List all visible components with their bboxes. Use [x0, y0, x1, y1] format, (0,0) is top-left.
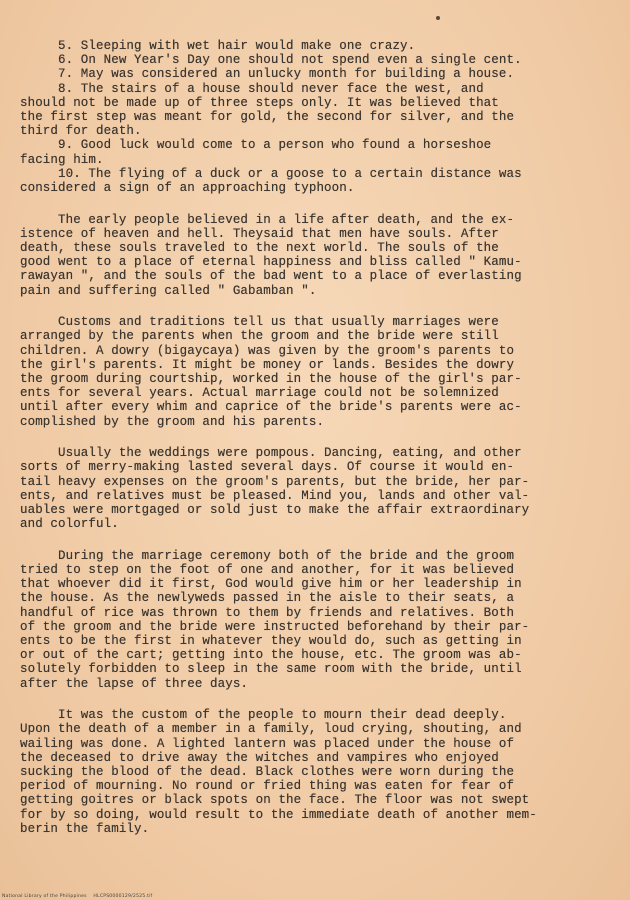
- text-line: pain and suffering called " Gabamban ".: [20, 283, 317, 298]
- text-line: children. A dowry (bigaycaya) was given by the groom's parents to: [20, 343, 515, 358]
- text-line: 10. The flying of a duck or a goose to a certain distance was: [20, 166, 522, 181]
- text-line: 6. On New Year's Day one should not spend even a single cent.: [20, 53, 522, 68]
- text-line: ents to be the first in whatever they would do, such as getting in: [20, 633, 522, 648]
- text-line: for by so doing, would result to the immediate death of another mem-: [20, 807, 537, 822]
- text-line: 5. Sleeping with wet hair would make one crazy.: [20, 39, 416, 53]
- text-line: of the groom and the bride were instructed beforehand by their par-: [20, 619, 530, 634]
- text-line: the deceased to drive away the witches and vampires who enjoyed: [20, 750, 499, 765]
- text-line: rawayan ", and the souls of the bad went to a place of everlasting: [20, 269, 522, 284]
- text-line: complished by the groom and his parents.: [20, 414, 325, 429]
- text-line: third for death.: [20, 124, 142, 139]
- scan-footer: National Library of the Philippines HLCPS0000129/2525.tif: [2, 894, 153, 899]
- text-line: 7. May was considered an unlucky month for building a house.: [20, 67, 515, 82]
- text-line: tail heavy expenses on the groom's parents, but the bride, her par-: [20, 474, 530, 489]
- text-line: good went to a place of eternal happiness and bliss called " Kamu-: [20, 255, 522, 270]
- text-line: berin the family.: [20, 821, 150, 836]
- text-line: the groom during courtship, worked in the house of the girl's par-: [20, 371, 522, 386]
- ink-dot: [436, 16, 440, 20]
- text-line: Upon the death of a member in a family, loud crying, shouting, and: [20, 722, 522, 737]
- text-line: 8. The stairs of a house should never face the west, and: [20, 81, 484, 96]
- text-line: During the marriage ceremony both of the bride and the groom: [20, 548, 515, 563]
- text-line: or out of the cart; getting into the house, etc. The groom was ab-: [20, 648, 522, 663]
- text-line: ents, and relatives must be pleased. Mind you, lands and other val-: [20, 488, 530, 503]
- text-line: the house. As the newlyweds passed in the aisle to their seats, a: [20, 591, 515, 606]
- text-line: sucking the blood of the dead. Black clothes were worn during the: [20, 764, 515, 779]
- paragraph-gap: [20, 531, 620, 549]
- text-line: Customs and traditions tell us that usually marriages were: [20, 315, 499, 330]
- text-line: should not be made up of three steps only. It was believed that: [20, 95, 499, 110]
- text-line: after the lapse of three days.: [20, 676, 249, 691]
- typed-document-page: [20, 39, 620, 836]
- text-line: until after every whim and caprice of the bride's parents were ac-: [20, 400, 522, 415]
- text-line: The early people believed in a life after death, and the ex-: [20, 212, 515, 227]
- text-line: the first step was meant for gold, the second for silver, and the: [20, 109, 515, 124]
- text-line: ents for several years. Actual marriage could not be solemnized: [20, 386, 499, 401]
- text-line: getting goitres or black spots on the face. The floor was not swept: [20, 793, 530, 808]
- text-line: uables were mortgaged or sold just to make the affair extraordinary: [20, 502, 530, 517]
- text-line: sorts of merry-making lasted several days. Of course it would en-: [20, 460, 515, 475]
- text-line: istence of heaven and hell. Theysaid that men have souls. After: [20, 226, 499, 241]
- paragraph-gap: [20, 429, 620, 447]
- text-line: It was the custom of the people to mourn their dead deeply.: [20, 708, 507, 723]
- text-line: facing him.: [20, 152, 104, 167]
- text-line: period of mourning. No round or fried thing was eaten for fear of: [20, 779, 515, 794]
- paragraph-gap: [20, 691, 620, 709]
- text-line: death, these souls traveled to the next world. The souls of the: [20, 240, 499, 255]
- text-line: that whoever did it first, God would give him or her leadership in: [20, 577, 522, 592]
- text-line: solutely forbidden to sleep in the same room with the bride, until: [20, 662, 522, 677]
- text-line: arranged by the parents when the groom and the bride were still: [20, 329, 499, 344]
- text-line: Usually the weddings were pompous. Dancing, eating, and other: [20, 446, 522, 461]
- text-line: wailing was done. A lighted lantern was placed under the house of: [20, 736, 515, 751]
- paragraph-gap: [20, 195, 620, 213]
- text-line: and colorful.: [20, 517, 119, 532]
- text-line: the girl's parents. It might be money or lands. Besides the dowry: [20, 357, 515, 372]
- text-line: 9. Good luck would come to a person who found a horseshoe: [20, 138, 492, 153]
- paragraph-gap: [20, 298, 620, 316]
- text-line: tried to step on the foot of one and another, for it was believed: [20, 563, 515, 577]
- text-line: handful of rice was thrown to them by friends and relatives. Both: [20, 605, 515, 620]
- text-line: considered a sign of an approaching typhoon.: [20, 180, 355, 195]
